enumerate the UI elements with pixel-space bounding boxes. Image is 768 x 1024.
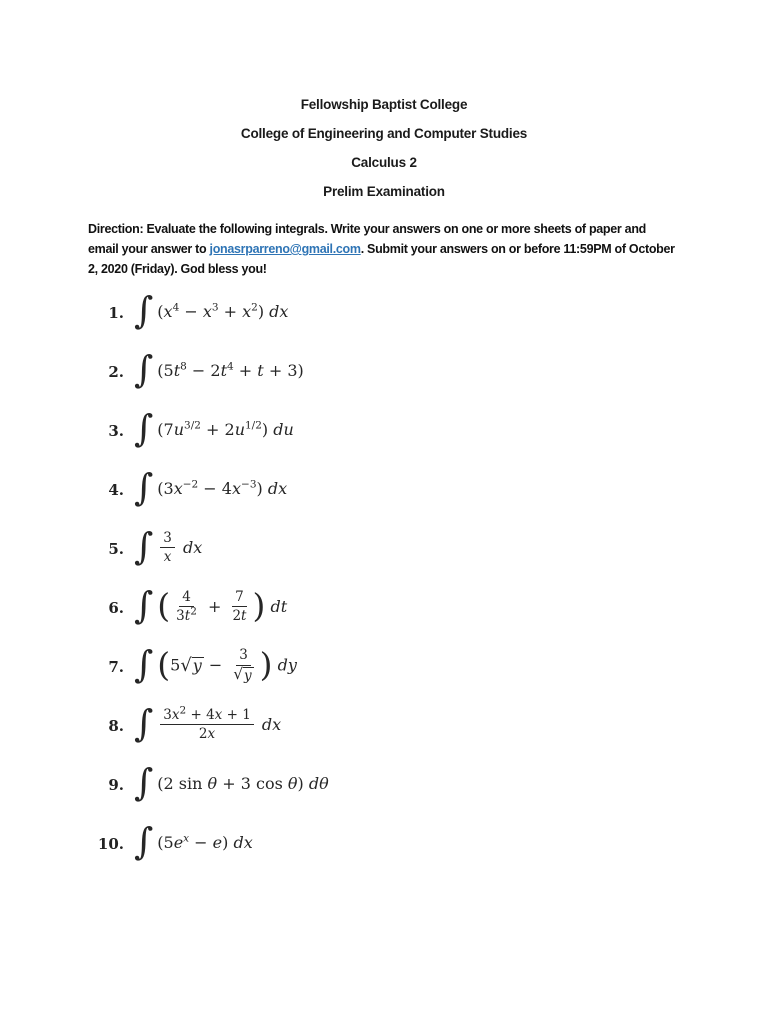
college-name: College of Engineering and Computer Studies	[240, 126, 528, 141]
radical-icon: √	[180, 655, 192, 676]
math-token: 3	[163, 529, 172, 546]
problem-row	[96, 578, 768, 637]
math-token: + 3 cos	[217, 774, 288, 794]
math-token: −3	[241, 478, 257, 491]
math-token: dy	[277, 656, 297, 675]
problem-formula	[134, 583, 288, 627]
problem-number: 4.	[108, 480, 124, 499]
math-token: − 2	[186, 361, 221, 381]
math-token: + 1	[222, 706, 251, 723]
math-token: −2	[182, 478, 199, 491]
course-title: Calculus 2	[351, 155, 417, 170]
problem-row	[96, 696, 768, 755]
math-token: dt	[270, 597, 288, 616]
problem-list	[96, 283, 768, 873]
fraction-denominator	[173, 607, 200, 624]
math-token: du	[273, 420, 294, 440]
math-token: 3	[176, 608, 185, 624]
problem-number: 10.	[97, 834, 124, 853]
math-token: (7	[157, 420, 174, 440]
math-token: +	[202, 597, 227, 616]
math-token: x	[173, 479, 183, 499]
fraction	[173, 589, 200, 624]
superscript	[212, 302, 219, 314]
math-token: x	[207, 726, 216, 742]
math-token: )	[257, 302, 270, 322]
problem-number: 6.	[108, 598, 124, 617]
problem-row	[96, 519, 768, 578]
math-token: (2 sin	[157, 774, 208, 794]
math-token: 4	[182, 588, 191, 605]
math-token: x	[242, 302, 252, 322]
math-token: (3	[157, 479, 174, 499]
math-token: 1/2	[245, 419, 262, 432]
problem-number: 3.	[108, 421, 124, 440]
fraction-denominator	[196, 725, 218, 742]
integral-icon: ∫	[134, 642, 154, 686]
square-root	[180, 657, 203, 675]
problem-formula	[134, 701, 282, 745]
math-token: + 3)	[263, 361, 304, 381]
math-token: (5	[157, 361, 174, 381]
math-token: 8	[180, 360, 187, 373]
problem-number: 9.	[108, 775, 124, 794]
math-token: u	[173, 420, 185, 440]
problem-number: 5.	[108, 539, 124, 558]
math-token: dθ	[308, 774, 329, 794]
square-root	[233, 664, 253, 684]
math-token: 3	[239, 647, 248, 664]
problem-formula	[134, 465, 288, 509]
math-token: x	[163, 302, 173, 322]
fraction-numerator	[232, 589, 247, 607]
exam-title: Prelim Examination	[323, 184, 445, 199]
direction-paragraph	[88, 219, 688, 279]
problem-row	[96, 755, 768, 814]
fraction-numerator	[179, 589, 194, 607]
math-token: e	[173, 833, 184, 853]
integral-icon: ∫	[134, 524, 154, 568]
integral-icon: ∫	[134, 465, 154, 509]
math-token: 4	[172, 301, 180, 314]
math-token: )	[261, 420, 274, 440]
integral-icon: ∫	[134, 583, 154, 627]
problem-row	[96, 814, 768, 873]
fraction-denominator	[229, 607, 249, 624]
math-token: 2	[190, 605, 197, 618]
big-left-paren: (	[157, 585, 171, 625]
superscript	[241, 479, 256, 491]
direction-line2-post: . Submit your answers on or before 11:59PM of October	[360, 242, 675, 256]
fraction-denominator	[161, 548, 175, 565]
integral-icon: ∫	[134, 701, 154, 745]
direction-line1: Direction: Evaluate the following integrals. Write your answers on one or more sheets of paper and	[88, 222, 646, 236]
math-token: 2	[179, 704, 187, 717]
math-token: t	[184, 608, 191, 624]
math-token: 2	[251, 301, 258, 314]
math-token: + 4	[186, 706, 215, 723]
math-token: dx	[261, 715, 282, 734]
direction-line3: 2, 2020 (Friday). God bless you!	[88, 262, 267, 276]
math-token: 7	[235, 588, 244, 605]
radicand	[243, 667, 254, 684]
math-token: t	[220, 361, 228, 381]
document-header	[0, 0, 768, 206]
superscript	[180, 361, 187, 373]
math-token: x	[163, 549, 172, 565]
math-token: dx	[233, 833, 253, 853]
superscript	[245, 420, 262, 432]
math-token: dx	[267, 479, 288, 499]
problem-formula	[134, 642, 297, 686]
radical-icon: √	[233, 664, 244, 683]
fraction	[230, 647, 256, 683]
problem-row	[96, 342, 768, 401]
math-token: x	[202, 302, 212, 322]
math-token: )	[256, 479, 268, 499]
fraction-numerator	[160, 704, 254, 725]
problem-row	[96, 637, 768, 696]
school-name: Fellowship Baptist College	[300, 97, 468, 112]
problem-formula	[134, 819, 253, 863]
math-token: 2	[232, 608, 242, 624]
problem-formula	[134, 347, 304, 391]
math-token: )	[222, 833, 234, 853]
problem-formula	[134, 760, 329, 804]
math-token: e	[212, 833, 223, 853]
math-token: 5	[170, 656, 181, 675]
math-token: (	[157, 302, 164, 322]
direction-line2-pre: email your answer to	[88, 242, 210, 256]
math-token: + 2	[200, 420, 235, 440]
superscript	[227, 361, 234, 373]
email-link[interactable]: jonasrparreno@gmail.com	[209, 242, 361, 256]
problem-number: 1.	[108, 303, 124, 322]
math-token: 3	[211, 301, 219, 314]
superscript	[183, 479, 198, 491]
problem-formula	[134, 524, 203, 568]
fraction-numerator	[160, 530, 175, 548]
problem-row	[96, 460, 768, 519]
problem-formula	[134, 288, 289, 332]
problem-number: 2.	[108, 362, 124, 381]
big-right-paren: )	[252, 585, 266, 625]
fraction	[160, 704, 254, 742]
problem-number: 7.	[108, 657, 124, 676]
math-token: u	[234, 420, 245, 440]
math-token: x	[171, 706, 180, 723]
math-token: −	[189, 833, 213, 853]
math-token: )	[297, 774, 309, 794]
math-token: − 4	[198, 479, 232, 499]
math-token: 3	[163, 706, 172, 723]
fraction-denominator	[230, 666, 256, 684]
math-token: +	[218, 302, 243, 322]
math-token: −	[179, 302, 203, 322]
integral-icon: ∫	[134, 347, 154, 391]
big-left-paren: (	[157, 644, 171, 684]
math-token: 4	[227, 360, 234, 373]
big-right-paren: )	[259, 644, 273, 684]
math-token: t	[241, 608, 247, 624]
fraction	[160, 530, 175, 565]
integral-icon: ∫	[134, 288, 154, 332]
fraction-numerator	[236, 647, 251, 665]
math-token: t	[257, 361, 264, 381]
math-token: +	[233, 361, 258, 381]
problem-row	[96, 283, 768, 342]
math-token: x	[183, 832, 190, 845]
math-token: (5	[157, 833, 174, 853]
math-token: dx	[182, 538, 203, 557]
superscript	[251, 302, 258, 314]
integral-icon: ∫	[134, 406, 154, 450]
problem-formula	[134, 406, 294, 450]
math-token: x	[231, 479, 242, 499]
fraction	[229, 589, 249, 624]
math-token: t	[173, 361, 181, 381]
math-token: x	[214, 706, 223, 723]
math-token: dx	[269, 302, 289, 322]
math-token: −	[203, 656, 228, 675]
radicand	[192, 657, 204, 675]
math-token: y	[244, 667, 252, 684]
math-token: 3/2	[184, 419, 201, 432]
math-token: θ	[207, 774, 218, 794]
superscript	[184, 420, 201, 432]
integral-icon: ∫	[134, 819, 154, 863]
problem-number: 8.	[108, 716, 124, 735]
superscript	[190, 606, 197, 618]
problem-row	[96, 401, 768, 460]
math-token: θ	[287, 774, 298, 794]
integral-icon: ∫	[134, 760, 154, 804]
math-token: 2	[198, 726, 208, 742]
math-token: y	[192, 656, 202, 675]
